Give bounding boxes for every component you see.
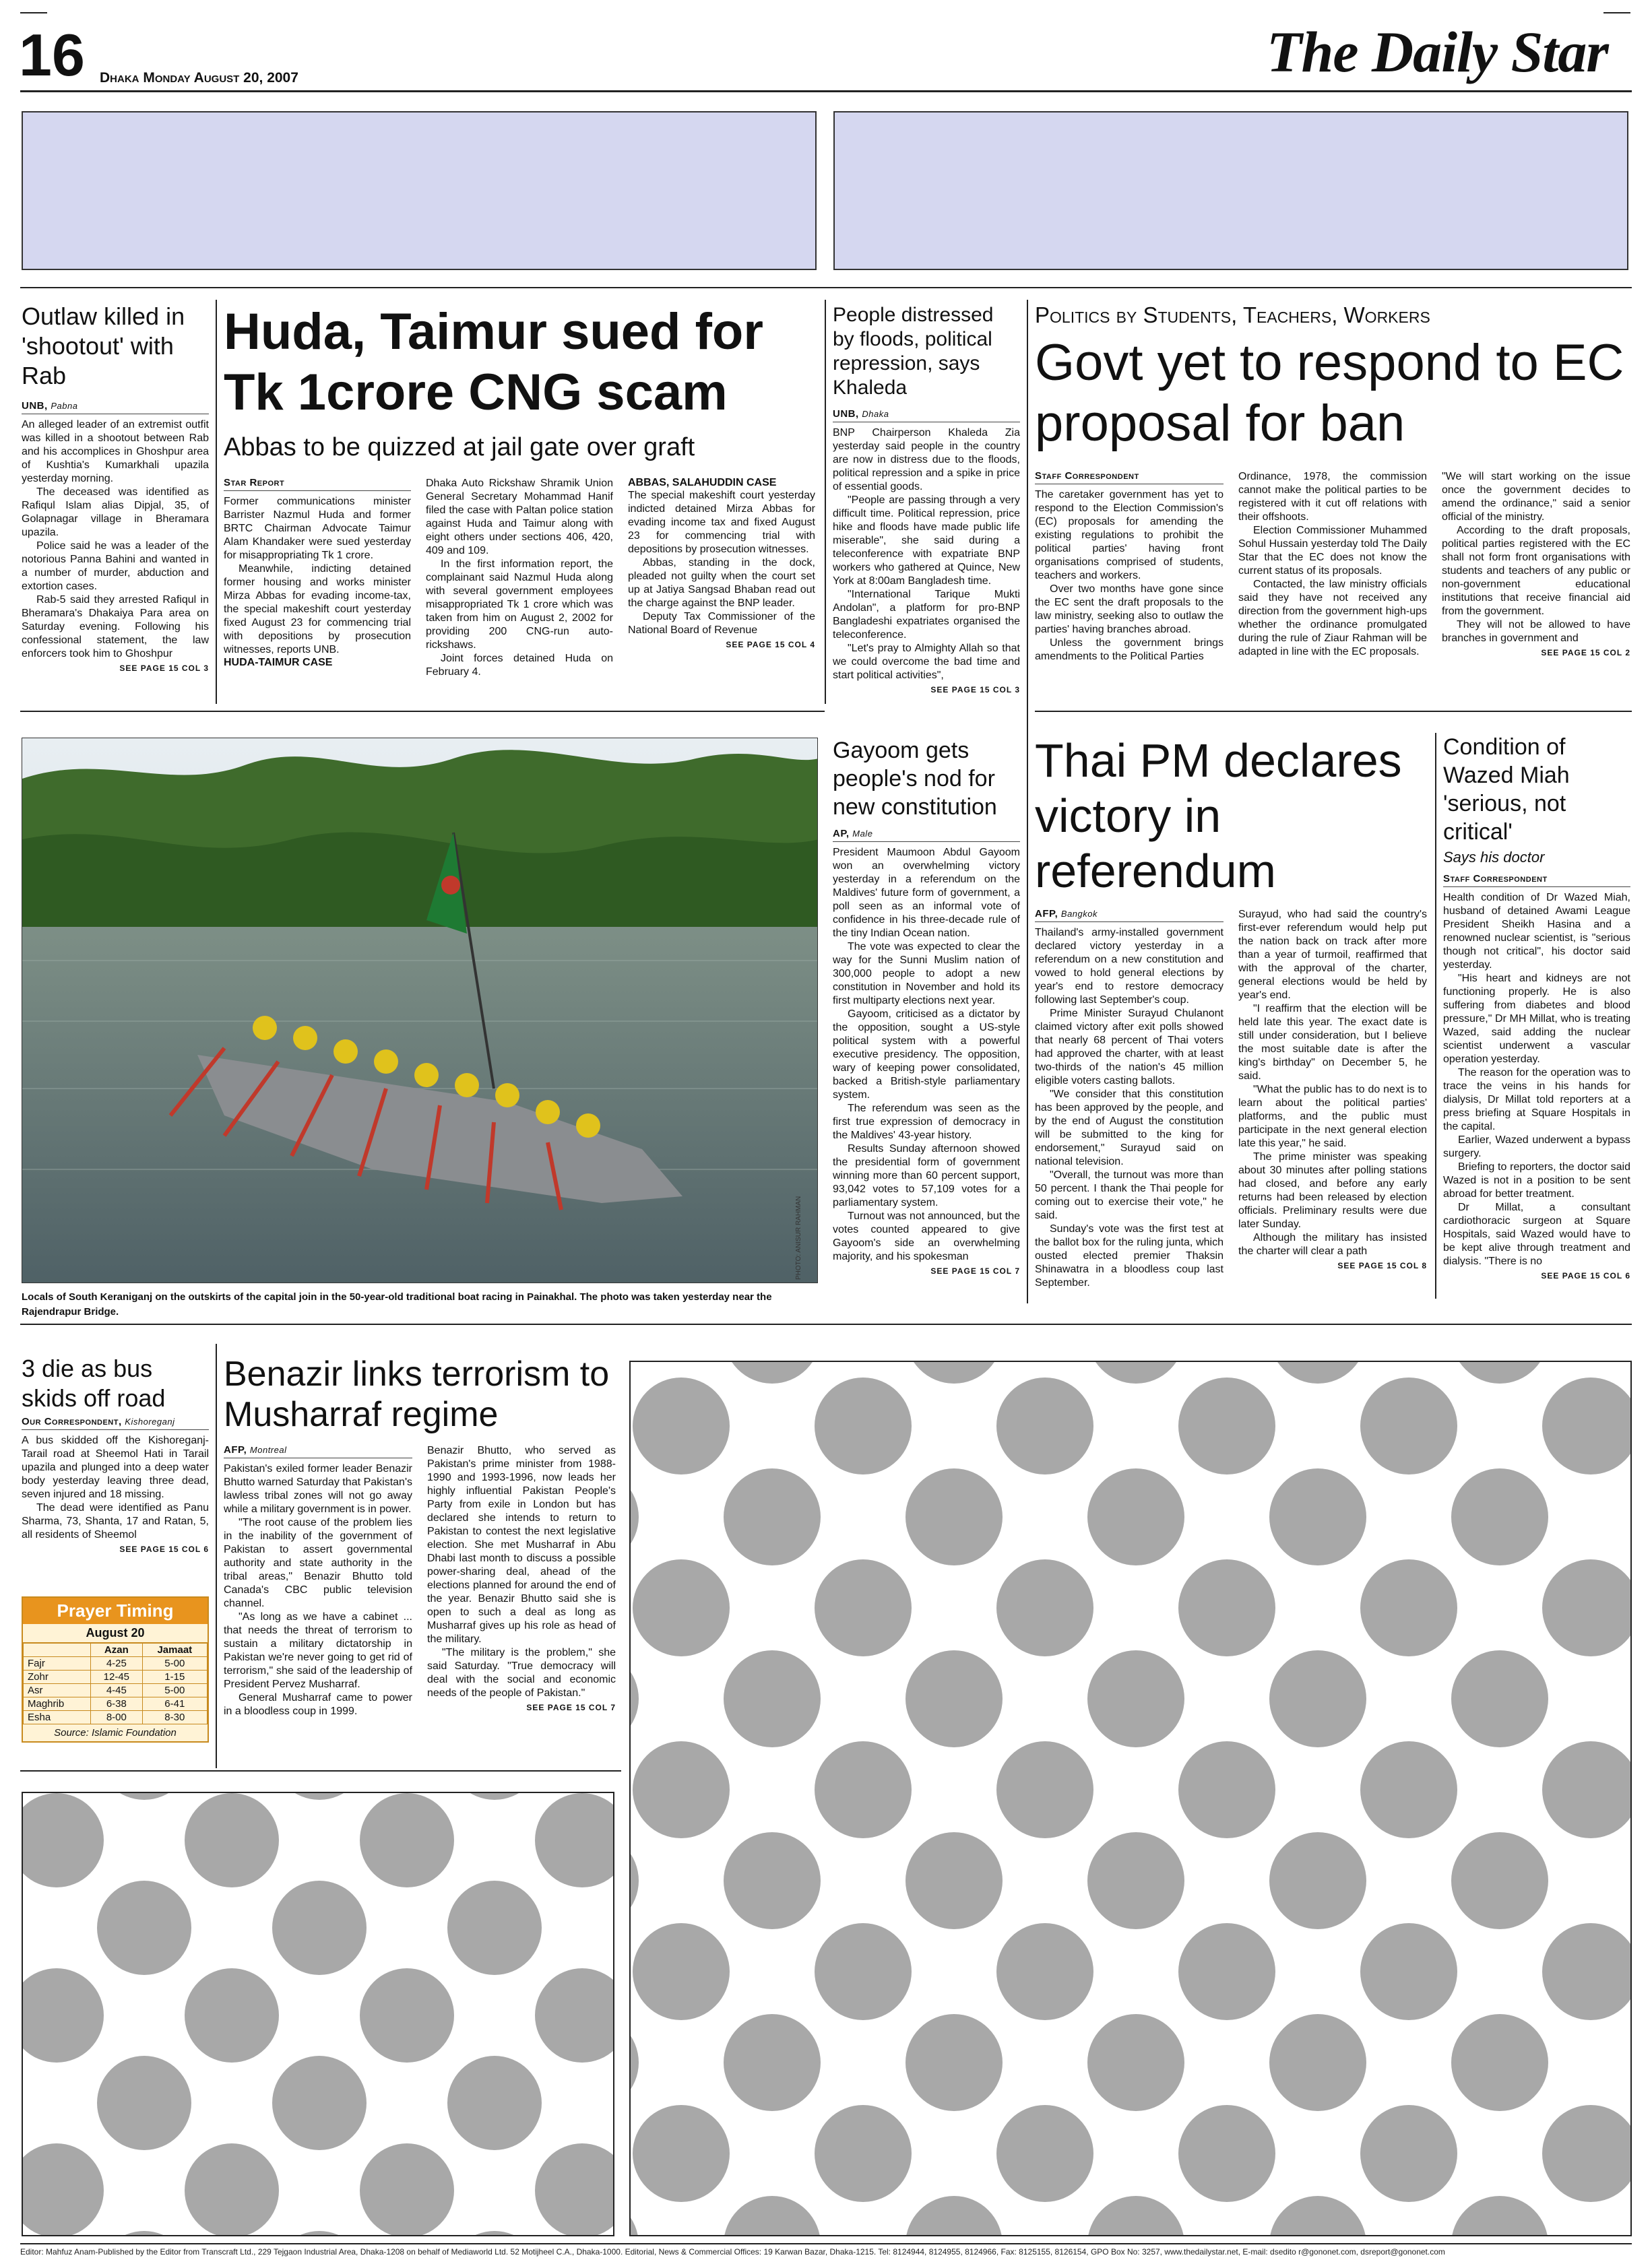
table-row: Maghrib 6-38 6-41 [24, 1697, 208, 1711]
story-wazed: Condition of Wazed Miah 'serious, not critical' Says his doctor Staff Correspondent Health condition of Dr Wazed Miah, husband of detained Awami League President Sheikh Hasina and a renowned nuclear scientist, is "serious though not critical", his doctor said yesterday. "His heart and kidneys are not functioning properly. He is also suffering from diabetes and blood pressure," Dr MH Millat, who is treating Wazed, said adding the nuclear scientist underwent a vascular operation yesterday. The reason for the operation was to trace the veins in his hands for dialysis, Dr Millat told reporters at a press briefing at Square Hospitals in the capital. Earlier, Wazed underwent a bypass surgery. Briefing to reporters, the doctor said Wazed is not in a position to be sent abroad for better treatment. Dr Millat, a consultant cardiothoracic surgeon at Square Hospitals, said Wazed would have to be kept alive through treatment and dialysis. "There is no SEE PAGE 15 COL 6 [1443, 734, 1630, 1281]
table-row: Asr 4-45 5-00 [24, 1684, 208, 1697]
story-benazir: Benazir links terrorism to Musharraf regime AFP, Montreal Pakistan's exiled former leader Benazir Bhutto warned Saturday that Pakistan's lawless tribal zones will not go away while a military government is in power. "The root cause of the problem lies in the inability of the government of Pakistan to assert governmental authority and state authority in the tribal areas," Benazir Bhutto told Canada's CBC public television channel. "As long as we have a cabinet ... that needs the threat of terrorism to sustain a military dictatorship in Pakistan we're never going to get rid of terrorism," she said of the leadership of President Pervez Musharraf. General Musharraf came to power in a bloodless coup in 1999. Benazir Bhutto, who served as Pakistan's prime minister from 1988-1990 and 1993-1996, now leads her highly influential Pakistan People's Party from exile in London but has declared she intends to return to Pakistan to contest the next legislative election. She met Musharraf in Abu Dhabi last month to discuss a possible power-sharing deal, ahead of the elections planned for around the end of the year. Benazir Bhutto said she is open to such a deal as long as Musharraf gives up his role as head of the military. "The military is the problem," she said Saturday. "True democracy will deal with the social and economic needs of the people of Pakistan." SEE PAGE 15 COL 7 [224, 1355, 616, 1717]
kicker: Politics by Students, Teachers, Workers [1035, 302, 1430, 327]
deck: Abbas to be quizzed at jail gate over graft [224, 433, 695, 461]
story-huda: Huda, Taimur sued for Tk 1crore CNG scam Abbas to be quizzed at jail gate over graft Star Report Former communications minister Barrister Nazmul Huda and former BRTC Chairman Advocate Taimur Alam Khandaker were sued yesterday for misappropriating Tk 1 crore. Meanwhile, indicting detained former housing and works minister Mirza Abbas for evading income-tax, the special makeshift court yesterday fixed August 23 for commencing trial with depositions by prosecution witnesses, reports UNB. HUDA-TAIMUR CASE Dhaka Auto Rickshaw Shramik Union General Secretary Mohammad Hanif filed the case with Paltan police station against Huda and Taimur along with eight others under sections 406, 420, 409 and 109. In the first information report, the complainant said Nazmul Huda along with several government employees misappropriated Tk 1 crore which was taken from him on August 2, 2002 for providing 200 CNG-run auto-rickshaws. Joint forces detained Huda on February 4. ABBAS, SALAHUDDIN CASE The special makeshift court yesterday indicted detained Mirza Abbas for evading income tax and fixed August 23 for commencing trial with depositions by prosecution witnesses. Abbas, standing in the dock, pleaded not guilty when the court set up at Jatiya Sangsad Bhaban read out the charge against the BNP leader. Deputy Tax Commissioner of the National Board of Revenue SEE PAGE 15 COL 4 [224, 303, 815, 678]
story-thai: Thai PM declares victory in referendum AFP, Bangkok Thailand's army-installed government declared victory yesterday in a referendum on a new constitution and vowed to hold general elections by year's end to restore democracy following last September's coup. Prime Minister Surayud Chulanont claimed victory after exit polls showed that nearly 68 percent of Thai voters had approved the charter, with at least two-thirds of the nation's 45 million eligible voters casting ballots. "We consider that this constitution has been approved by the people, and by the end of August the constitution will be submitted to the king for endorsement," Surayud said on national television. "Overall, the turnout was more than 50 percent. I thank the Thai people for coming out to exercise their vote," he said. Sunday's vote was the first test at the ballot box for the ruling junta, which ousted elected premier Thaksin Shinawatra in a bloodless coup last September. Surayud, who had said the country's first-ever referendum would help put the nation back on track after more than a year of turmoil, reaffirmed that with the approval of the charter, general elections would be held by year's end. "I reaffirm that the election will be held late this year. The exact date is still under consideration, but I believe the most suitable date is after the king's birthday" on December 5, he said. "What the public has to do next is to learn about the political parties' platforms, and the public must participate in the next general election late this year," he said. The prime minister was speaking about 30 minutes after polling stations had closed, and before any early returns had been released by election officials. Preliminary results were due later Sunday. Although the military has insisted the charter will clear a path SEE PAGE 15 COL 8 [1035, 734, 1427, 1289]
advertisement-right [833, 111, 1628, 270]
story-body: An alleged leader of an extremist outfit was killed in a shootout between Rab and his accomplices in Ghoshpur area of Kushtia's Kumarkhali upazila yesterday morning. The deceased was identified as Rafiqul Islam alias Dipjal, 35, of Golapnagar village in Bheramara upazila. Police said he was a leader of the notorious Panna Bahini and wanted in a number of murder, abduction and extortion cases. Rab-5 said they arrested Rafiqul in Bheramara's Dhakaiya Para area on Saturday evening. Following his confessional statement, the law enforcers took him to Ghoshpur [22, 419, 209, 659]
byline: Staff Correspondent [1443, 873, 1630, 887]
jump-link[interactable]: SEE PAGE 15 COL 2 [1541, 648, 1630, 657]
byline: UNB, Pabna [22, 400, 209, 414]
subhead: HUDA-TAIMUR CASE [224, 657, 333, 668]
table-row: Esha 8-00 8-30 [24, 1711, 208, 1724]
headline[interactable]: 3 die as bus skids off road [22, 1355, 166, 1412]
headline[interactable]: Govt yet to respond to EC proposal for ban [1035, 334, 1624, 452]
story-khaleda: People distressed by floods, political repression, says Khaleda UNB, Dhaka BNP Chairperson Khaleda Zia yesterday said people in the country are now in distress due to the floods, political repression and a spike in price of essential goods. "People are passing through a very difficult time. Political repression, price hike and floods have made public life miserable", she said during a teleconference with expatriate BNP workers who gathered at Quince, New York at 8:00am Bangladesh time. "International Tarique Mukti Andolan", a platform for pro-BNP Bangladeshi expatriates organised the teleconference. "Let's pray to Almighty Allah so that we could overcome the bad time and start political activities", SEE PAGE 15 COL 3 [833, 304, 1020, 694]
headline[interactable]: Huda, Taimur sued for Tk 1crore CNG scam [224, 303, 763, 421]
jump-link[interactable]: SEE PAGE 15 COL 3 [119, 663, 209, 673]
page-number: 16 [19, 22, 85, 88]
subhead: ABBAS, SALAHUDDIN CASE [628, 477, 777, 488]
headline[interactable]: Benazir links terrorism to Musharraf regime [224, 1355, 610, 1434]
byline: AFP, Bangkok [1035, 908, 1224, 922]
byline: Our Correspondent, Kishoreganj [22, 1416, 209, 1430]
headline[interactable]: Outlaw killed in 'shootout' with Rab [22, 302, 185, 389]
jump-link[interactable]: SEE PAGE 15 COL 8 [1337, 1261, 1427, 1270]
byline: UNB, Dhaka [833, 408, 1020, 422]
dot-pattern [23, 1793, 614, 2236]
story-bus: 3 die as bus skids off road Our Correspondent, Kishoreganj A bus skidded off the Kishoreganj-Tarail road at Sheemol Hati in Tarail upazila and plunged into a deep water body yesterday leaving three dead, seven injured and 18 missing. The dead were identified as Panu Sharma, 73, Shanta, 17 and Ratan, 5, all residents of Sheemol SEE PAGE 15 COL 6 [22, 1355, 209, 1554]
jump-link[interactable]: SEE PAGE 15 COL 6 [1541, 1271, 1630, 1281]
prayer-title: Prayer Timing [23, 1598, 208, 1624]
prayer-timing-box [22, 1596, 209, 1743]
deck: Says his doctor [1443, 849, 1545, 866]
jump-link[interactable]: SEE PAGE 15 COL 3 [930, 685, 1020, 694]
polka-dot-ad-left [22, 1792, 614, 2236]
byline: AFP, Montreal [224, 1444, 412, 1458]
headline[interactable]: Gayoom gets people's nod for new constitution [833, 738, 997, 820]
dot-pattern [631, 1362, 1632, 2236]
story-ec: Politics by Students, Teachers, Workers Govt yet to respond to EC proposal for ban Staff Correspondent The caretaker government has yet to respond to the Election Commission's (EC) proposals for amending the existing regulations to prohibit the political parties' having front organisations comprised of students, teachers and workers. Over two months have gone since the EC sent the draft proposals to the law ministry, seeking also to outlaw the parties' having branches abroad. Unless the government brings amendments to the Political Parties Ordinance, 1978, the commission cannot make the political parties to be registered with it cut off relations with their offshoots. Election Commissioner Muhammed Sohul Hussain yesterday told The Daily Star that the EC does not know the current status of its proposals. Contacted, the law ministry officials said they have not received any direction from the government high-ups whether the ordinance promulgated during the rule of Ziaur Rahman will be adapted in line with the EC proposals. "We will start working on the issue once the government decides to amend the ordinance," said a senior official of the ministry. According to the draft proposals, political parties registered with the EC shall not form front organisations with students and teachers of any public or non-government educational institutions that receive financial aid from the government. They will not be allowed to have branches in government and SEE PAGE 15 COL 2 [1035, 302, 1630, 662]
photo-credit: PHOTO: ANISUR RAHMAN [795, 1196, 802, 1280]
jump-link[interactable]: SEE PAGE 15 COL 6 [119, 1545, 209, 1554]
prayer-table: Azan Jamaat Fajr 4-25 5-00 Zohr 12-45 1-15 Asr 4-45 5-00 Maghrib 6-38 6-41 Esha 8-00 8-30 [23, 1643, 208, 1724]
prayer-date: August 20 [23, 1624, 208, 1643]
headline[interactable]: People distressed by floods, political repression, says Khaleda [833, 304, 994, 399]
polka-dot-ad-right [629, 1361, 1632, 2236]
advertisement-left [22, 111, 817, 270]
boat-race-photo [22, 738, 818, 1283]
footer-imprint: Editor: Mahfuz Anam-Published by the Editor from Transcraft Ltd., 229 Tejgaon Industrial Area, Dhaka-1208 on behalf of Mediaworld Ltd. 52 Motijheel C.A., Dhaka-1000. Editorial, News & Commercial Offices: 19 Karwan Bazar, Dhaka-1215. Tel: 8124944, 8124955, 8124966, Fax: 8125155, 8126154, GPO Box No: 3257, www.thedailystar.net, E-mail: dsedito r@gononet.com, dsreport@gononet.com [20, 2247, 1445, 2257]
jump-link[interactable]: SEE PAGE 15 COL 7 [930, 1266, 1020, 1276]
story-outlaw [22, 302, 209, 673]
byline: Staff Correspondent [1035, 470, 1224, 484]
masthead: The Daily Star [1267, 20, 1608, 84]
dateline: Dhaka Monday August 20, 2007 [100, 70, 298, 86]
byline: Star Report [224, 477, 411, 491]
byline: AP, Male [833, 828, 1020, 842]
jump-link[interactable]: SEE PAGE 15 COL 7 [526, 1703, 616, 1712]
story-gayoom: Gayoom gets people's nod for new constitution AP, Male President Maumoon Abdul Gayoom won an overwhelming victory yesterday in a referendum on the Maldives' future form of government, a poll seen as an informal vote of confidence in his three-decade rule of the tiny Indian Ocean nation. The vote was expected to clear the way for the Sunni Muslim nation of 300,000 people to adopt a new constitution in November and hold its first multiparty elections next year. Gayoom, criticised as a dictator by the opposition, sought a US-style political system with a powerful executive presidency. The opposition, wary of keeping power consolidated, backed a British-style parliamentary system. The referendum was seen as the first true expression of democracy in the Maldives' 43-year history. Results Sunday afternoon showed the presidential form of government winning more than 60 percent support, 93,042 votes to 57,109 votes for a parliamentary system. Turnout was not announced, but the votes counted appeared to give Gayoom's side an overwhelming majority, and his spokesman SEE PAGE 15 COL 7 [833, 738, 1020, 1276]
headline[interactable]: Thai PM declares victory in referendum [1035, 734, 1402, 897]
photo-caption: Locals of South Keraniganj on the outskirts of the capital join in the 50-year-old traditional boat racing in Painakhal. The photo was taken yesterday near the Rajendrapur Bridge. [22, 1291, 772, 1318]
table-row: Fajr 4-25 5-00 [24, 1657, 208, 1671]
table-row: Zohr 12-45 1-15 [24, 1671, 208, 1684]
jump-link[interactable]: SEE PAGE 15 COL 4 [726, 640, 815, 649]
prayer-source: Source: Islamic Foundation [54, 1727, 177, 1739]
headline[interactable]: Condition of Wazed Miah 'serious, not critical' [1443, 734, 1570, 845]
